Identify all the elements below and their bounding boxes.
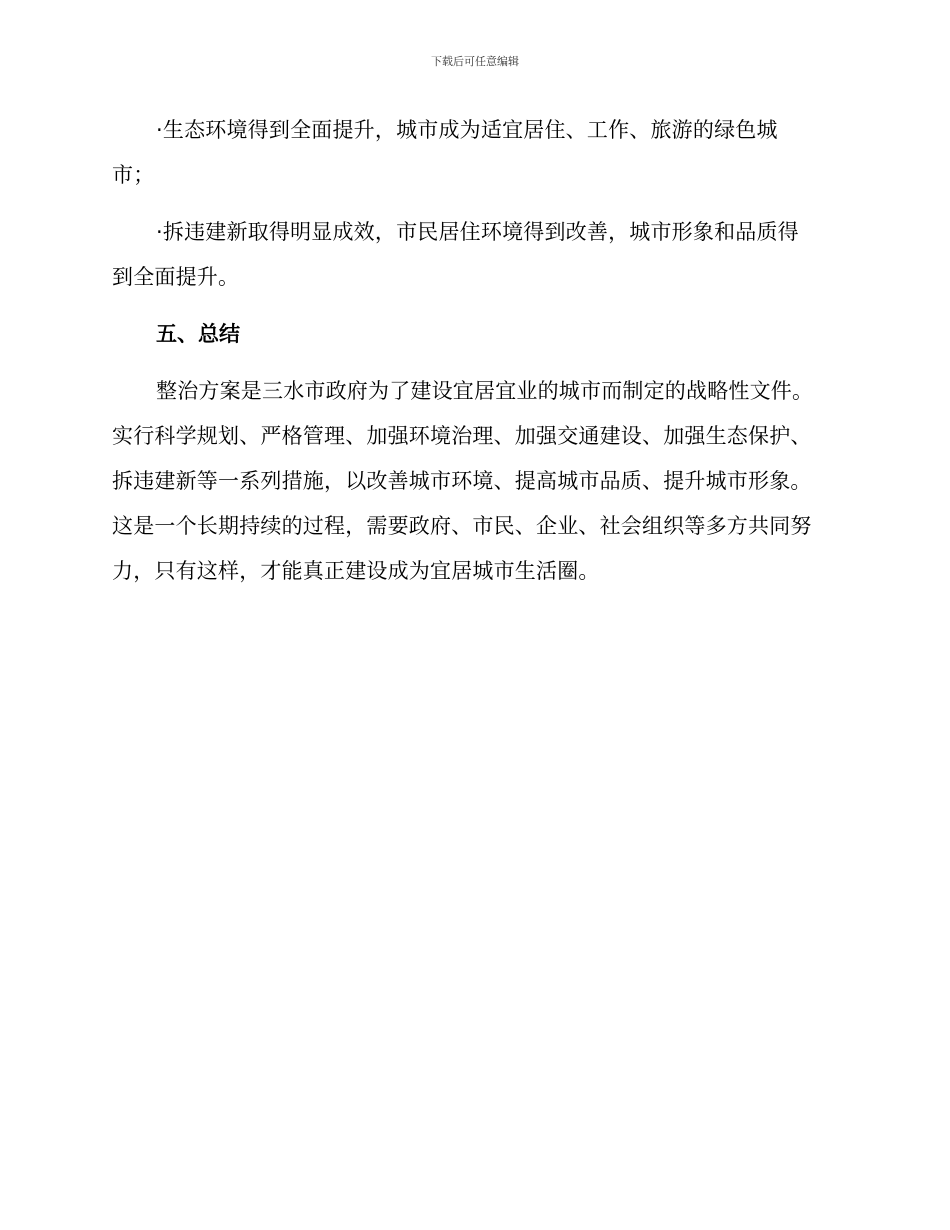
section-heading-summary: 五、总结 (156, 322, 240, 346)
summary-line: 这是一个长期持续的过程，需要政府、市民、企业、社会组织等多方共同努 (112, 514, 812, 538)
summary-line: 整治方案是三水市政府为了建设宜居宜业的城市而制定的战略性文件。 (156, 379, 814, 403)
summary-line: 实行科学规划、严格管理、加强环境治理、加强交通建设、加强生态保护、 (112, 424, 812, 448)
header-text: 下载后可任意编辑 (431, 55, 519, 68)
bullet-line: ·生态环境得到全面提升，城市成为适宜居住、工作、旅游的绿色城 (156, 118, 778, 142)
summary-line: 拆违建新等一系列措施，以改善城市环境、提高城市品质、提升城市形象。 (112, 469, 812, 493)
summary-paragraph (112, 369, 832, 594)
bullet-line: 到全面提升。 (112, 265, 240, 289)
page-header (0, 54, 950, 70)
bullet-line: 市； (112, 163, 155, 187)
bullet-line: ·拆违建新取得明显成效，市民居住环境得到改善，城市形象和品质得 (156, 220, 799, 244)
summary-line: 力，只有这样，才能真正建设成为宜居城市生活圈。 (112, 559, 600, 583)
bullet-paragraph-ecology (112, 108, 832, 198)
bullet-paragraph-demolition (112, 210, 832, 300)
document-body (112, 108, 832, 594)
